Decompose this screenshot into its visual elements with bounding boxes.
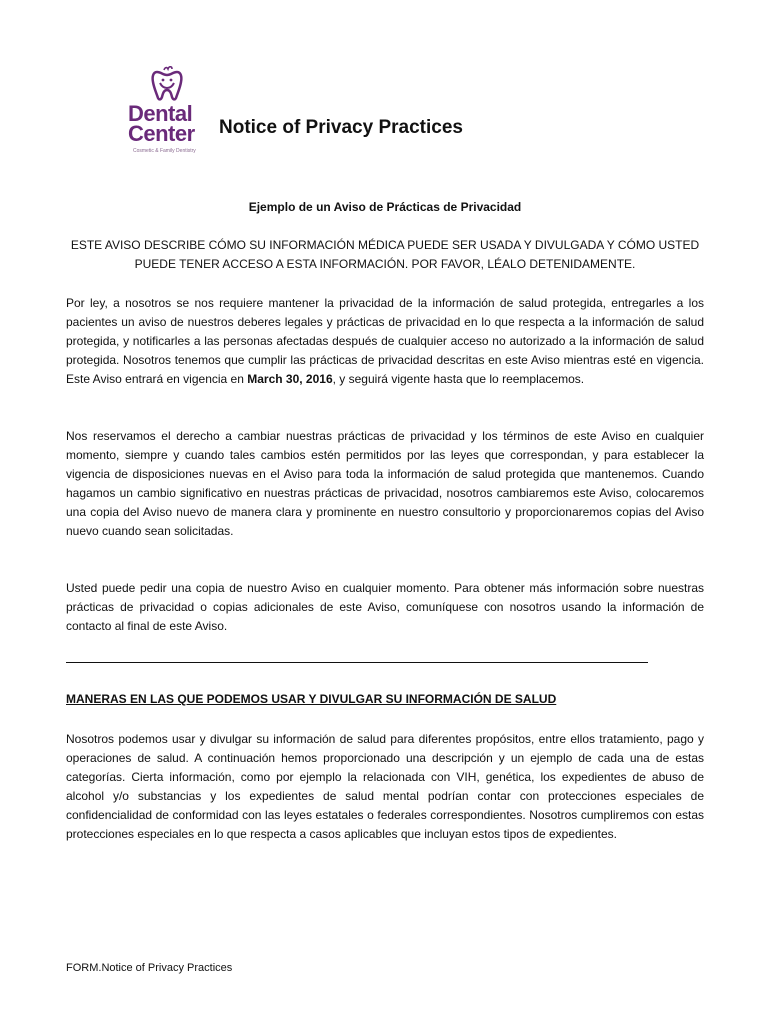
paragraph-legal-duties-end: , y seguirá vigente hasta que lo reemplacemos. — [332, 372, 585, 386]
paragraph-request-copy: Usted puede pedir una copia de nuestro Aviso en cualquier momento. Para obtener más información sobre nuestras prácticas de privacidad o copias adicionales de este Aviso, comuníquese con nosotros usando la información de contacto al final de este Aviso. — [66, 581, 704, 633]
section-divider — [66, 662, 648, 663]
logo-tagline: Cosmetic & Family Dentistry — [133, 148, 196, 154]
document-subtitle: Ejemplo de un Aviso de Prácticas de Privacidad — [248, 200, 522, 214]
paragraph-legal-duties-text: Por ley, a nosotros se nos requiere mantener la privacidad de la información de salud protegida, entregarles a los pacientes un aviso de nuestros deberes legales y prácticas de privacidad en lo que respecta a la información de salud protegida, y notificarles a las personas afectadas después de cualquier acceso no autorizado a la información de salud protegida. Nosotros tenemos que cumplir las prácticas de privacidad descritas en este Aviso mientras esté en vigencia. Este Aviso entrará en vigencia en — [66, 296, 704, 386]
section-heading-uses-disclosures: MANERAS EN LAS QUE PODEMOS USAR Y DIVULGAR SU INFORMACIÓN DE SALUD — [66, 692, 557, 706]
page-footer: FORM.Notice of Privacy Practices — [66, 962, 233, 974]
caps-notice: ESTE AVISO DESCRIBE CÓMO SU INFORMACIÓN MÉDICA PUEDE SER USADA Y DIVULGADA Y CÓMO USTED PUEDE TENER ACCESO A ESTA INFORMACIÓN. POR FAVOR, LÉALO DETENIDAMENTE. — [70, 238, 700, 271]
tooth-icon — [150, 66, 184, 102]
paragraph-uses-disclosures: Nosotros podemos usar y divulgar su información de salud para diferentes propósitos, entre ellos tratamiento, pago y operaciones de salud. A continuación hemos proporcionado una descripción y un ejemplo de cada una de estas categorías. Cierta información, como por ejemplo la relacionada con VIH, genética, los expedientes de abuso de alcohol y/o substancias y los expedientes de salud mental podrían contar con protecciones especiales de confidencialidad de conformidad con las leyes estatales o federales correspondientes. Nosotros cumpliremos con estas protecciones especiales en lo que respecta a casos aplicables que incluyan estos tipos de expedientes. — [66, 732, 704, 841]
effective-date: March 30, 2016 — [247, 372, 333, 386]
paragraph-legal-duties — [66, 294, 704, 389]
logo-word-center: Center — [128, 121, 195, 146]
document-title: Notice of Privacy Practices — [219, 117, 463, 138]
dental-center-logo — [128, 66, 210, 158]
paragraph-right-to-change: Nos reservamos el derecho a cambiar nuestras prácticas de privacidad y los términos de este Aviso en cualquier momento, siempre y cuando tales cambios estén permitidos por las leyes que correspondan, y para establecer la vigencia de disposiciones nuevas en el Aviso para toda la información de salud protegida que mantenemos. Cuando hagamos un cambio significativo en nuestras prácticas de privacidad, nosotros cambiaremos este Aviso, colocaremos una copia del Aviso nuevo de manera clara y prominente en nuestro consultorio y proporcionaremos copias del Aviso nuevo cuando sean solicitadas. — [66, 429, 704, 538]
logo-word-dental: Dental — [128, 101, 193, 126]
